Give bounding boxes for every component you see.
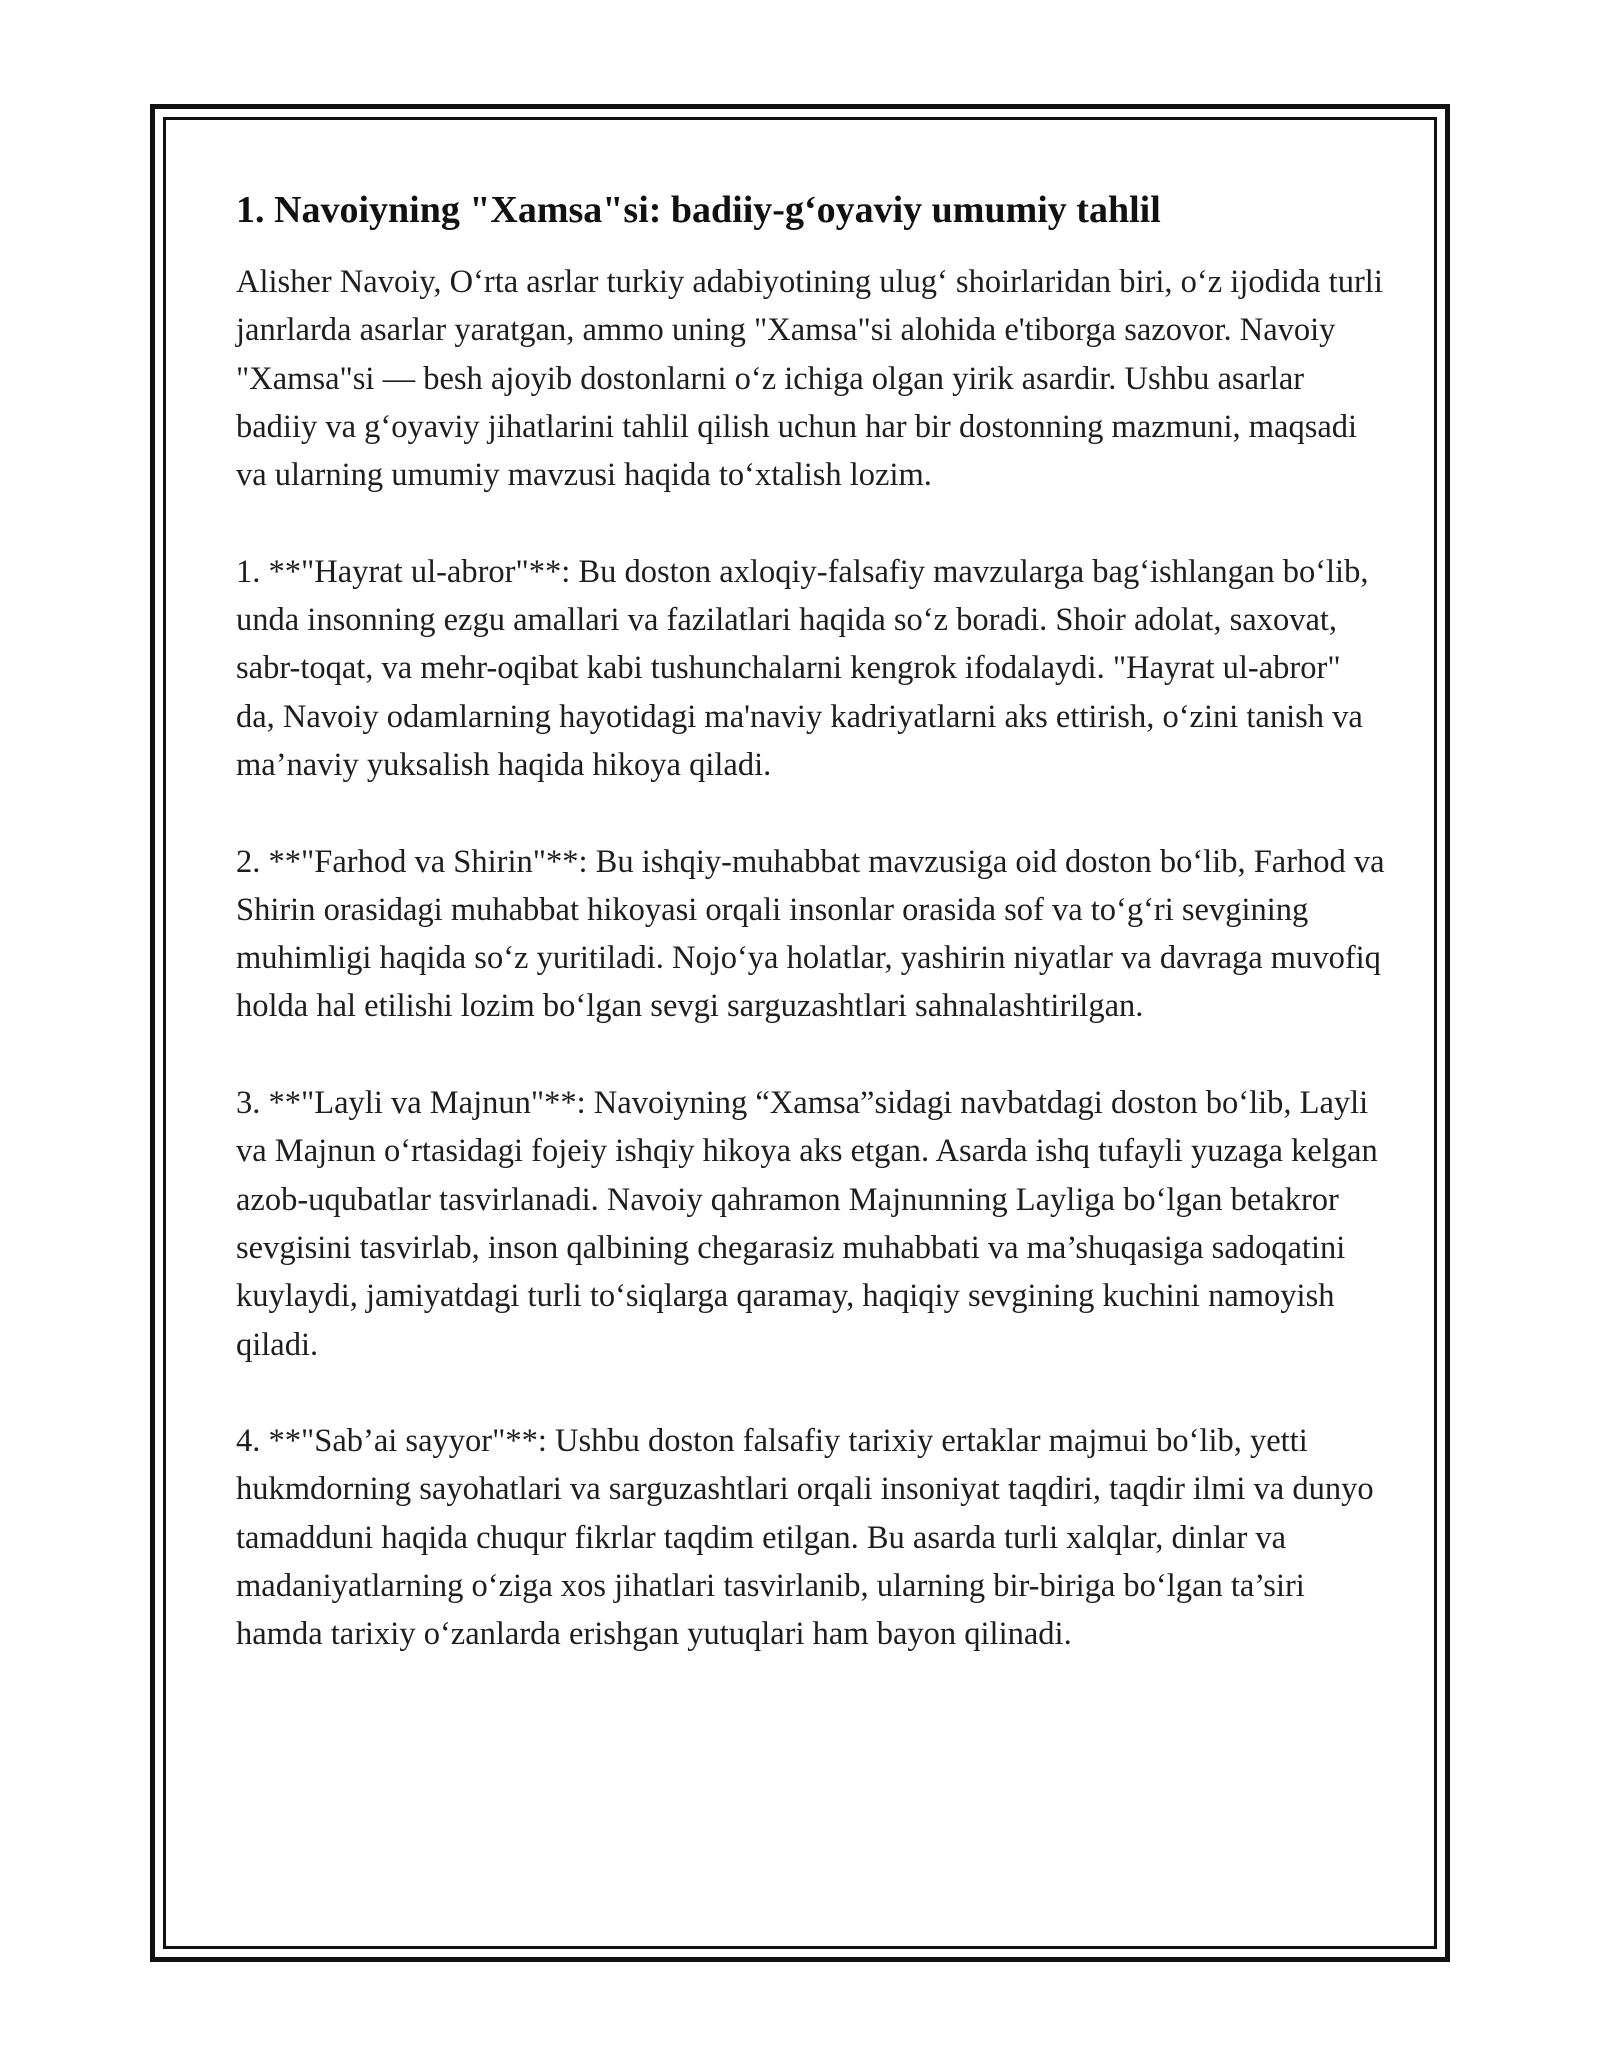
document-body [236, 186, 1386, 1659]
paragraph-hayrat-ul-abror: 1. **"Hayrat ul-abror"**: Bu doston axloqiy-falsafiy mavzularga bag‘ishlangan bo‘lib, unda insonning ezgu amallari va fazilatlari haqida so‘z boradi. Shoir adolat, saxovat, sabr-toqat, va mehr-oqibat kabi tushunchalarni kengrok ifodalaydi. "Hayrat ul-abror" da, Navoiy odamlarning hayotidagi ma'naviy kadriyatlarni aks ettirish, o‘zini tanish va ma’naviy yuksalish haqida hikoya qiladi. [236, 553, 1369, 783]
intro-paragraph: Alisher Navoiy, O‘rta asrlar turkiy adabiyotining ulug‘ shoirlaridan biri, o‘z ijodida turli janrlarda asarlar yaratgan, ammo uning "Xamsa"si alohida e'tiborga sazovor. Navoiy "Xamsa"si — besh ajoyib dostonlarni o‘z ichiga olgan yirik asardir. Ushbu asarlar badiiy va g‘oyaviy jihatlarini tahlil qilish uchun har bir dostonning mazmuni, maqsadi va ularning umumiy mavzusi haqida to‘xtalish lozim. [236, 264, 1383, 494]
paragraph-layli-va-majnun: 3. **"Layli va Majnun"**: Navoiyning “Xamsa”sidagi navbatdagi doston bo‘lib, Layli va Majnun o‘rtasidagi fojeiy ishqiy hikoya aks etgan. Asarda ishq tufayli yuzaga kelgan azob-uqubatlar tasvirlanadi. Navoiy qahramon Majnunning Layliga bo‘lgan betakror sevgisini tasvirlab, inson qalbining chegarasiz muhabbati va ma’shuqasiga sadoqatini kuylaydi, jamiyatdagi turli to‘siqlarga qaramay, haqiqiy sevgining kuchini namoyish qiladi. [236, 1085, 1378, 1363]
section-heading: 1. Navoiyning "Xamsa"si: badiiy-g‘oyaviy umumiy tahlil [236, 189, 1161, 231]
paragraph-farhod-va-shirin: 2. **"Farhod va Shirin"**: Bu ishqiy-muhabbat mavzusiga oid doston bo‘lib, Farhod va Shirin orasidagi muhabbat hikoyasi orqali insonlar orasida sof va to‘g‘ri sevgining muhimligi haqida so‘z yuritiladi. Nojo‘ya holatlar, yashirin niyatlar va davraga muvofiq holda hal etilishi lozim bo‘lgan sevgi sarguzashtlari sahnalashtirilgan. [236, 843, 1385, 1025]
paragraph-sabai-sayyor: 4. **"Sab’ai sayyor"**: Ushbu doston falsafiy tarixiy ertaklar majmui bo‘lib, yetti hukmdorning sayohatlari va sarguzashtlari orqali insoniyat taqdiri, taqdir ilmi va dunyo tamadduni haqida chuqur fikrlar taqdim etilgan. Bu asarda turli xalqlar, dinlar va madaniyatlarning o‘ziga xos jihatlari tasvirlanib, ularning bir-biriga bo‘lgan ta’siri hamda tarixiy o‘zanlarda erishgan yutuqlari ham bayon qilinadi. [236, 1423, 1374, 1653]
